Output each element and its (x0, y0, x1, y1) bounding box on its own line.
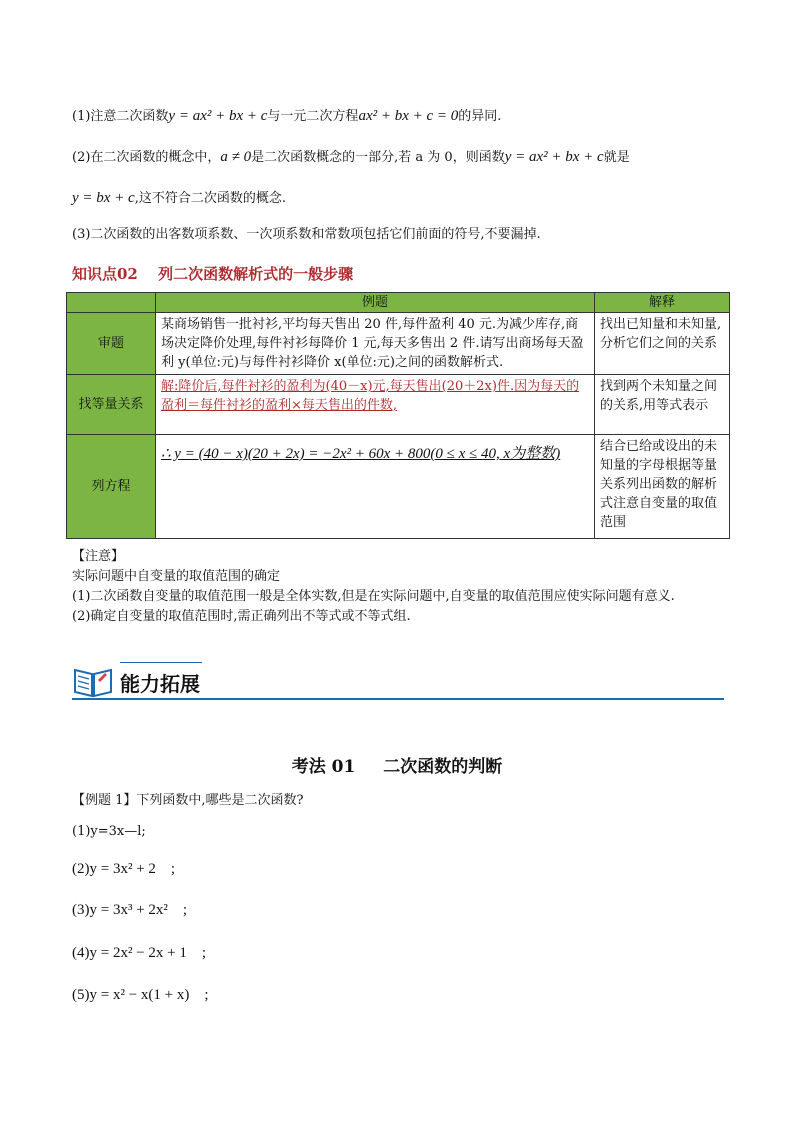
example-item-text: (5)y = x² − x(1 + x) ; (72, 987, 209, 1003)
example-item (72, 944, 206, 963)
table-row (67, 435, 730, 539)
note-2b-suffix: ,这不符合二次函数的概念. (134, 191, 286, 206)
attention-title: 【注意】 (72, 549, 125, 564)
example-item: (1)y=3x—l; (72, 824, 146, 839)
table-header-row (67, 293, 730, 313)
attention-line-2: (1)二次函数自变量的取值范围一般是全体实数,但是在实际问题中,自变量的取值范围应使实际问题有意义. (72, 589, 675, 604)
note-2-continued (72, 189, 286, 208)
table-row (67, 313, 730, 375)
method-title: 二次函数的判断 (383, 757, 503, 777)
attention-line-3: (2)确定自变量的取值范围时,需正确列出不等式或不等式组. (72, 609, 411, 624)
table-row (67, 375, 730, 435)
method-heading (0, 752, 794, 777)
note-2-suffix: 就是 (603, 150, 630, 165)
section-header (72, 660, 724, 700)
row-explain-equation: 结合已给或设出的未知量的字母根据等量关系列出函数的解析式注意自变量的取值范围 (595, 435, 730, 539)
header-empty (67, 293, 156, 313)
example-item (72, 860, 175, 879)
note-2-formula-linear: y = bx + c (72, 190, 135, 206)
note-2-formula-function: y = ax² + bx + c (504, 149, 604, 165)
note-1-prefix: (1)注意二次函数 (72, 109, 169, 124)
row-explain-review: 找出已知量和未知量,分析它们之间的关系 (595, 313, 730, 375)
example-item-text: (2)y = 3x² + 2 ; (72, 861, 176, 877)
section-title: 能力拓展 (120, 672, 200, 696)
knowledge-heading: 知识点02 列二次函数解析式的一般步骤 (72, 265, 354, 283)
note-2 (72, 148, 630, 167)
row-label-equation: 列方程 (67, 435, 156, 539)
note-3: (3)二次函数的出客数项系数、一次项系数和常数项包括它们前面的符号,不要漏掉. (72, 227, 541, 242)
example-item-text: (3)y = 3x³ + 2x² ; (72, 902, 188, 918)
example-item (72, 986, 209, 1005)
note-2-formula-condition: a ≠ 0 (220, 149, 252, 165)
note-2-prefix: (2)在二次函数的概念中， (72, 150, 221, 165)
example-intro: 【例题 1】下列函数中,哪些是二次函数? (72, 793, 304, 808)
row-label-relation: 找等量关系 (67, 375, 156, 435)
example-item (72, 901, 187, 920)
row-content-equation-cell (156, 435, 595, 539)
header-example: 例题 (156, 293, 595, 313)
example-item-text: (4)y = 2x² − 2x + 1 ; (72, 945, 207, 961)
book-icon (72, 662, 114, 698)
section-top-line (120, 662, 202, 663)
note-2-middle: 是二次函数概念的一部分,若 a 为 0，则函数 (251, 150, 505, 165)
note-1-formula-function: y = ax² + bx + c (168, 108, 268, 124)
section-rule (72, 698, 724, 700)
row-content-equation: ∴ y = (40 − x)(20 + 2x) = −2x² + 60x + 800(0 ≤ x ≤ 40, x为整数) (161, 446, 561, 462)
row-explain-relation: 找到两个未知量之间的关系,用等式表示 (595, 375, 730, 435)
note-1-middle: 与一元二次方程 (267, 109, 359, 124)
method-number: 考法 01 (291, 757, 356, 777)
note-1 (72, 107, 501, 126)
row-label-review: 审题 (67, 313, 156, 375)
attention-block (72, 547, 675, 627)
row-content-relation: 解:降价后,每件衬衫的盈利为(40－x)元,每天售出(20＋2x)件.因为每天的盈利＝每件衬衫的盈利×每天售出的件数, (156, 375, 595, 435)
steps-table (66, 292, 730, 539)
row-content-review: 某商场销售一批衬衫,平均每天售出 20 件,每件盈利 40 元.为减少库存,商场决定降价处理,每件衬衫每降价 1 元,每天多售出 2 件.请写出商场每天盈利 y(单位:元)与每件衬衫降价 x(单位:元)之间的函数解析式. (156, 313, 595, 375)
note-1-formula-equation: ax² + bx + c = 0 (358, 108, 459, 124)
header-explain: 解释 (595, 293, 730, 313)
attention-line-1: 实际问题中自变量的取值范围的确定 (72, 569, 281, 584)
note-1-suffix: 的异同. (458, 109, 502, 124)
